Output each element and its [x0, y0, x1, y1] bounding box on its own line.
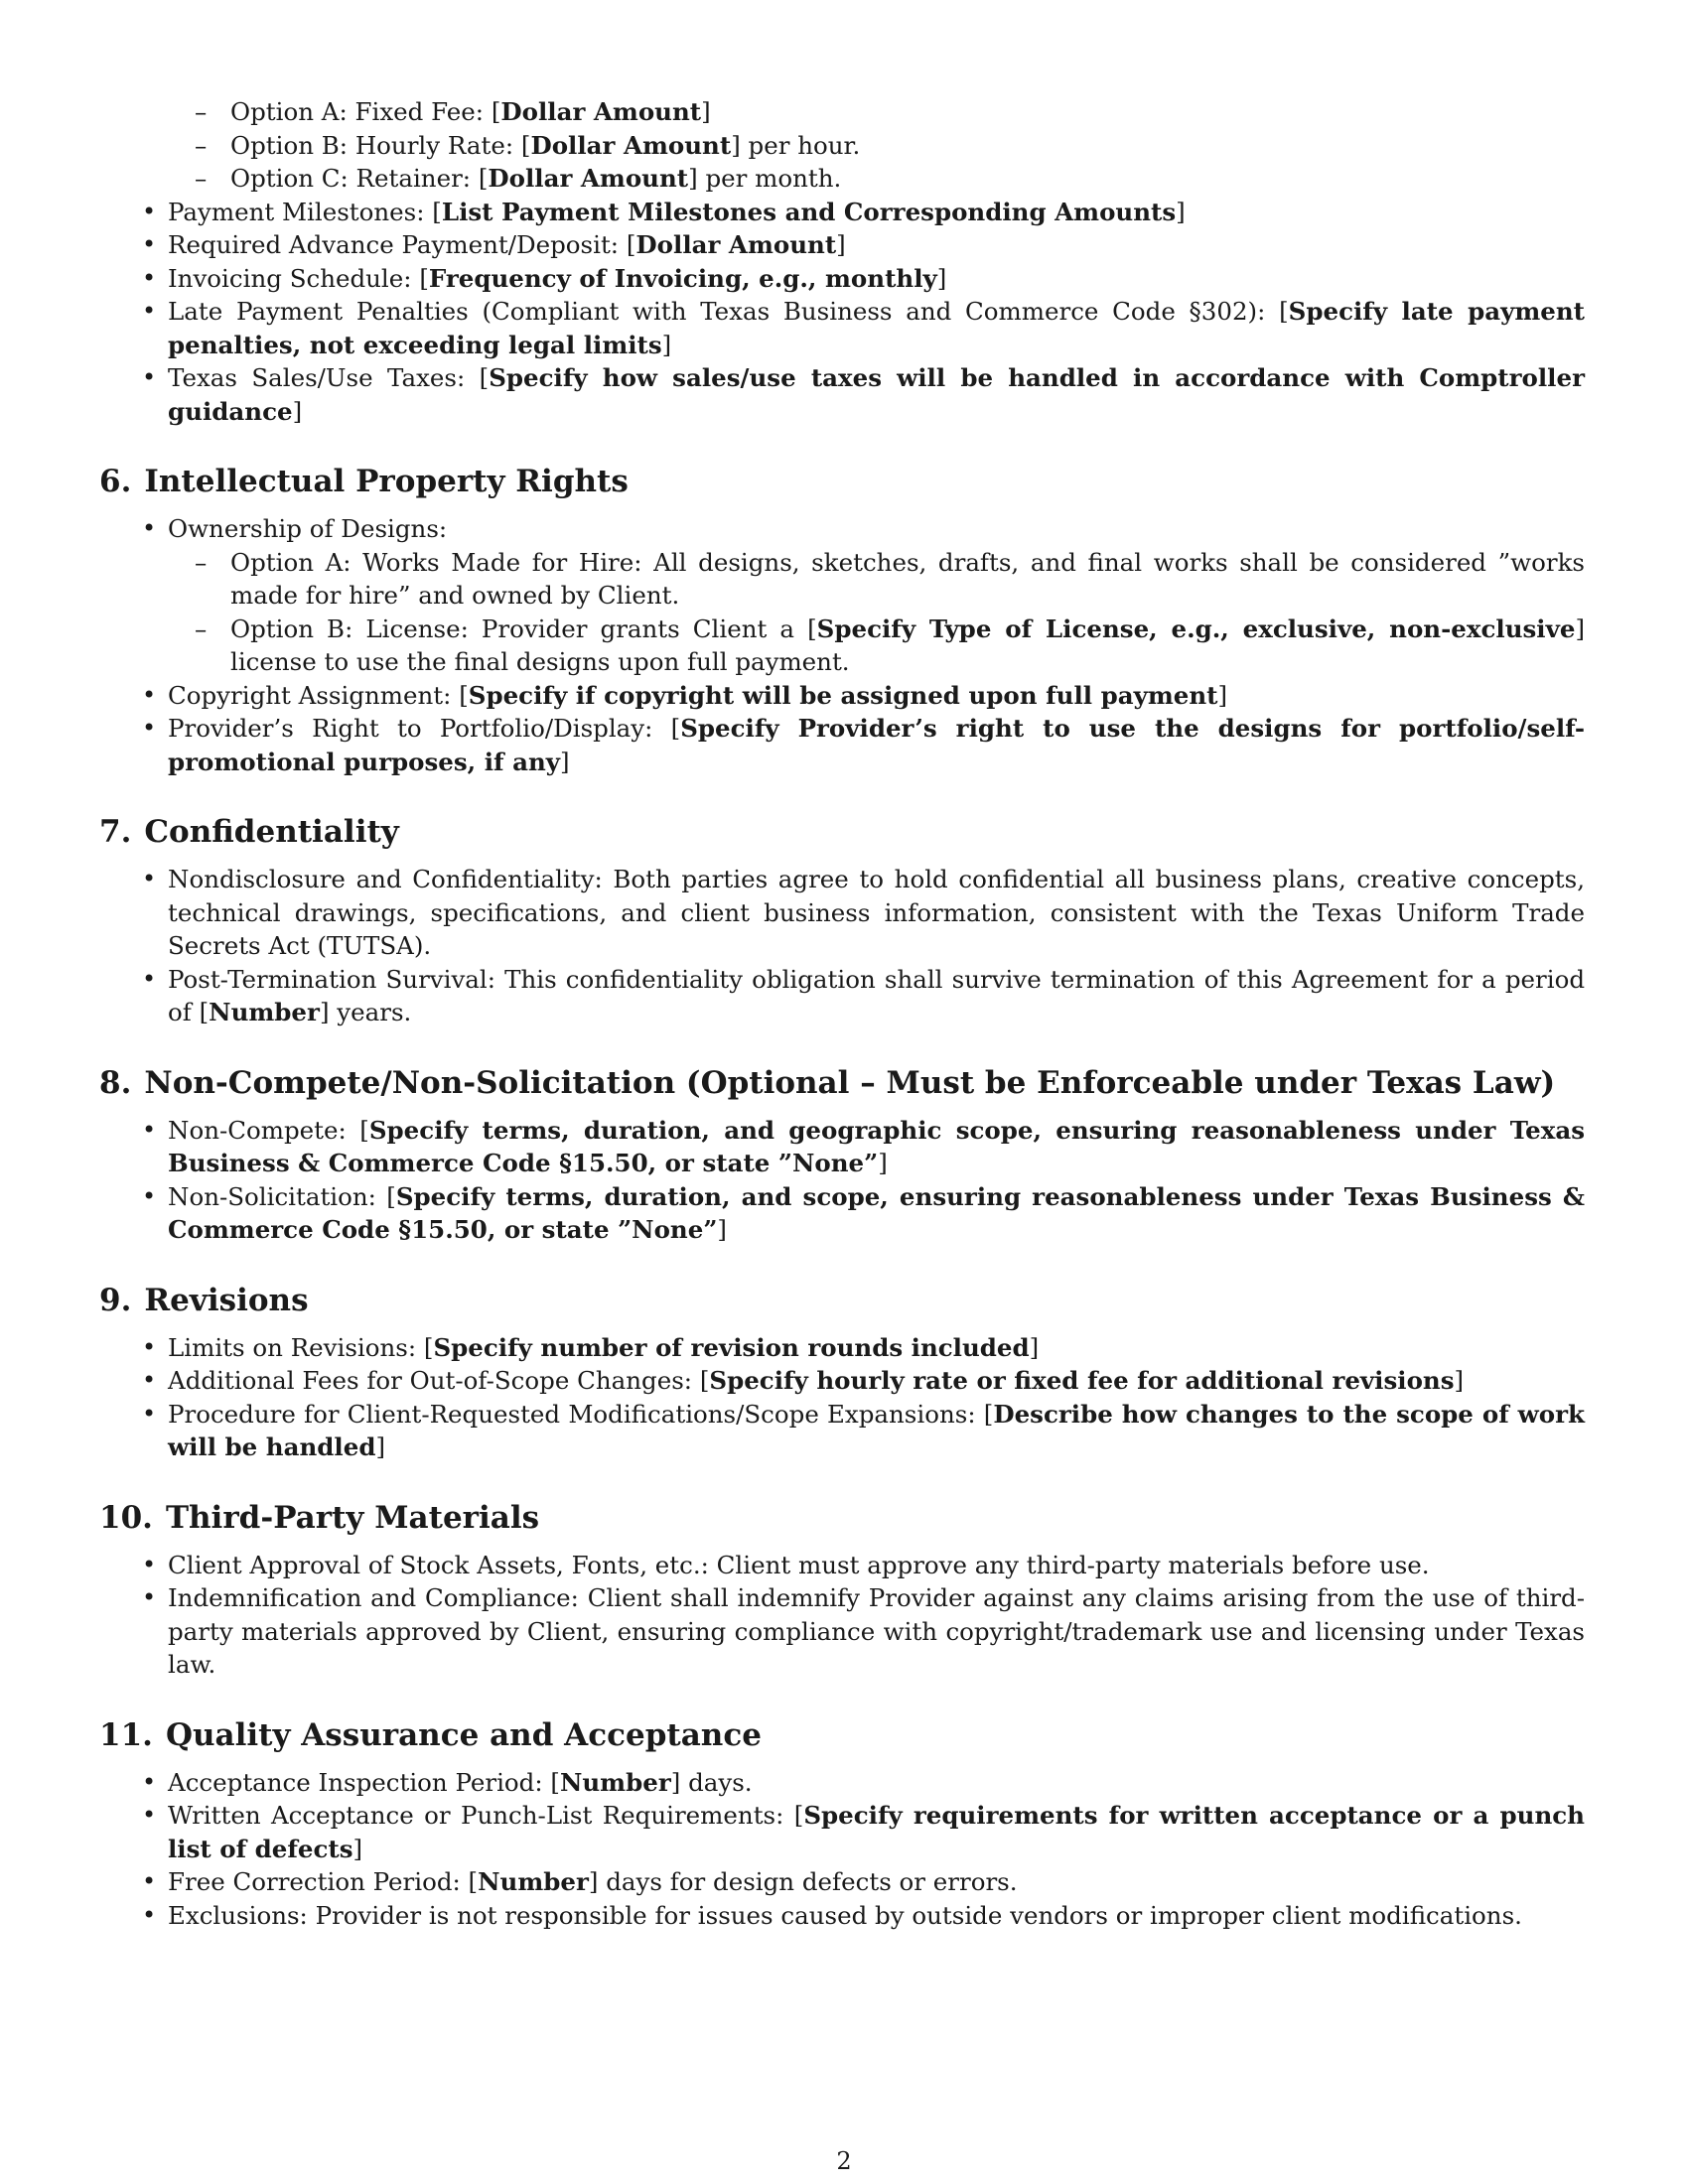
- written-acceptance-item: • Written Acceptance or Punch-List Requirements: [Specify requirements for written acceptance or a punch list of defects]: [99, 1799, 1585, 1865]
- document-page: [99, 95, 1585, 1932]
- additional-fees-item: • Additional Fees for Out-of-Scope Changes: [Specify hourly rate or fixed fee for additional revisions]: [99, 1364, 1585, 1398]
- payment-terms-list: [99, 95, 1585, 428]
- advance-payment-item: • Required Advance Payment/Deposit: [Dollar Amount]: [99, 228, 1585, 262]
- section-8-list: [99, 1114, 1585, 1247]
- fee-options-item: [99, 95, 1585, 196]
- nonsolicit-item: • Non-Solicitation: [Specify terms, duration, and scope, ensuring reasonableness under Texas Business & Commerce Code §15.50, or state ”None”]: [99, 1180, 1585, 1247]
- ownership-item: • Ownership of Designs: – Option A: Works Made for Hire: All designs, sketches, drafts, and final works shall be considered ”works made for hire” and owned by Client. – Option B: License: Provider grants Client a [Specify Type of License, e.g., exclusive, non-exclusive] license to use the final designs upon full payment.: [99, 512, 1585, 679]
- survival-item: • Post-Termination Survival: This confidentiality obligation shall survive termination of this Agreement for a period of [Number] years.: [99, 963, 1585, 1029]
- modification-procedure-item: • Procedure for Client-Requested Modifications/Scope Expansions: [Describe how changes to the scope of work will be handled]: [99, 1398, 1585, 1464]
- nda-item: • Nondisclosure and Confidentiality: Both parties agree to hold confidential all business plans, creative concepts, technical drawings, specifications, and client business information, consistent with the Texas Uniform Trade Secrets Act (TUTSA).: [99, 863, 1585, 963]
- ownership-options-list: [168, 546, 1585, 679]
- ownership-option-a: – Option A: Works Made for Hire: All designs, sketches, drafts, and final works shall be considered ”works made for hire” and owned by Client.: [168, 546, 1585, 613]
- section-6-heading: 6. Intellectual Property Rights: [99, 464, 629, 499]
- section-7-list: [99, 863, 1585, 1029]
- sales-tax-item: • Texas Sales/Use Taxes: [Specify how sales/use taxes will be handled in accordance with Comptroller guidance]: [99, 361, 1585, 428]
- inspection-period-item: • Acceptance Inspection Period: [Number] days.: [99, 1766, 1585, 1800]
- section-8-heading: 8. Non-Compete/Non-Solicitation (Optional – Must be Enforceable under Texas Law): [99, 1064, 1556, 1101]
- section-10-heading: 10. Third-Party Materials: [99, 1499, 540, 1536]
- revision-limits-item: • Limits on Revisions: [Specify number of revision rounds included]: [99, 1331, 1585, 1365]
- section-6-list: [99, 512, 1585, 778]
- correction-period-item: • Free Correction Period: [Number] days for design defects or errors.: [99, 1865, 1585, 1899]
- fee-option-b: – Option B: Hourly Rate: [Dollar Amount] per hour.: [168, 129, 1585, 163]
- portfolio-item: • Provider’s Right to Portfolio/Display: [Specify Provider’s right to use the designs for portfolio/self-promotional purposes, if any]: [99, 712, 1585, 778]
- indemnification-item: • Indemnification and Compliance: Client shall indemnify Provider against any claims arising from the use of third-party materials approved by Client, ensuring compliance with copyright/trademark use and licensing under Texas law.: [99, 1581, 1585, 1682]
- payment-milestones-item: • Payment Milestones: [List Payment Milestones and Corresponding Amounts]: [99, 196, 1585, 229]
- page-number: 2: [836, 2147, 852, 2175]
- section-7-heading: 7. Confidentiality: [99, 814, 399, 850]
- fee-option-c: – Option C: Retainer: [Dollar Amount] per month.: [168, 162, 1585, 196]
- copyright-item: • Copyright Assignment: [Specify if copyright will be assigned upon full payment]: [99, 679, 1585, 713]
- section-11-heading: 11. Quality Assurance and Acceptance: [99, 1716, 762, 1753]
- section-9-list: [99, 1331, 1585, 1464]
- exclusions-item: • Exclusions: Provider is not responsible for issues caused by outside vendors or improper client modifications.: [99, 1899, 1585, 1933]
- noncompete-item: • Non-Compete: [Specify terms, duration, and geographic scope, ensuring reasonableness under Texas Business & Commerce Code §15.50, or state ”None”]: [99, 1114, 1585, 1180]
- fee-option-a: – Option A: Fixed Fee: [Dollar Amount]: [168, 95, 1585, 129]
- invoicing-schedule-item: • Invoicing Schedule: [Frequency of Invoicing, e.g., monthly]: [99, 262, 1585, 296]
- section-9-heading: 9. Revisions: [99, 1282, 309, 1318]
- stock-approval-item: • Client Approval of Stock Assets, Fonts, etc.: Client must approve any third-party materials before use.: [99, 1549, 1585, 1582]
- section-10-list: [99, 1549, 1585, 1682]
- section-11-list: [99, 1766, 1585, 1933]
- ownership-option-b: – Option B: License: Provider grants Client a [Specify Type of License, e.g., exclusive, non-exclusive] license to use the final designs upon full payment.: [168, 613, 1585, 679]
- fee-options-list: [168, 95, 1585, 196]
- late-payment-item: • Late Payment Penalties (Compliant with Texas Business and Commerce Code §302): [Specify late payment penalties, not exceeding legal limits]: [99, 295, 1585, 361]
